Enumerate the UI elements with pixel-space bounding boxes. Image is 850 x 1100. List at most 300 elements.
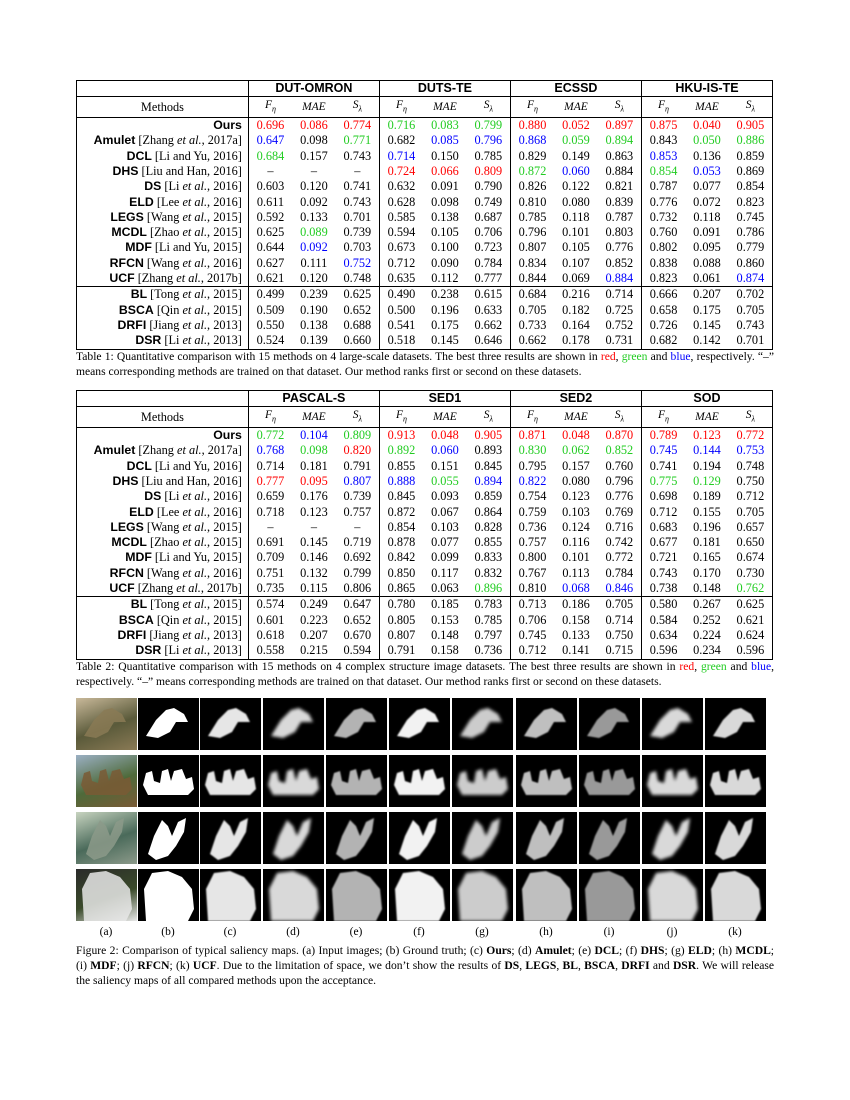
table-cell: 0.691 bbox=[256, 535, 285, 550]
table-cell: 0.101 bbox=[562, 225, 590, 240]
table-cell: 0.712 bbox=[510, 643, 554, 659]
table-row bbox=[77, 240, 773, 255]
table-cell: 0.601 bbox=[256, 612, 285, 627]
input-image bbox=[76, 698, 137, 750]
table-cell: 0.185 bbox=[423, 597, 467, 613]
table-cell: 0.141 bbox=[554, 643, 598, 659]
method-name: BL [Tong et al., 2015] bbox=[77, 287, 249, 303]
table-cell: 0.733 bbox=[518, 317, 547, 332]
method-name: BSCA [Qin et al., 2015] bbox=[77, 303, 249, 318]
metric-header: MAE bbox=[292, 97, 336, 118]
panel-label: (d) bbox=[286, 926, 300, 938]
saliency-map bbox=[263, 812, 324, 864]
table-cell: 0.092 bbox=[300, 194, 328, 209]
table-cell: 0.739 bbox=[336, 489, 380, 504]
method-name: DCL [Li and Yu, 2016] bbox=[77, 459, 249, 474]
table-row bbox=[77, 210, 773, 225]
table-cell: 0.632 bbox=[387, 179, 416, 194]
table-cell: 0.646 bbox=[467, 333, 511, 349]
table-row bbox=[77, 271, 773, 287]
table-cell: 0.650 bbox=[736, 535, 765, 550]
table-cell: 0.701 bbox=[729, 333, 773, 349]
table-row bbox=[77, 597, 773, 613]
table-cell: 0.854 bbox=[387, 519, 416, 534]
saliency-map bbox=[200, 869, 261, 921]
saliency-map bbox=[579, 812, 640, 864]
table-cell: 0.633 bbox=[467, 303, 511, 318]
saliency-map bbox=[516, 812, 577, 864]
saliency-map bbox=[326, 755, 387, 807]
table-cell: 0.705 bbox=[736, 504, 765, 519]
table-cell: 0.905 bbox=[467, 428, 511, 444]
table-cell: 0.735 bbox=[256, 581, 285, 596]
table-cell: 0.757 bbox=[518, 535, 547, 550]
table-cell: 0.768 bbox=[256, 443, 285, 458]
dataset-header: PASCAL-S bbox=[248, 391, 379, 407]
table-row bbox=[77, 256, 773, 271]
table-cell: 0.743 bbox=[736, 317, 765, 332]
table-cell: 0.060 bbox=[431, 443, 459, 458]
table-cell: – bbox=[336, 164, 380, 179]
caption-blue: blue bbox=[670, 350, 691, 363]
table-cell: 0.829 bbox=[518, 148, 547, 163]
saliency-map bbox=[705, 755, 766, 807]
table-cell: 0.723 bbox=[467, 240, 511, 255]
saliency-map bbox=[705, 698, 766, 750]
table-cell: 0.657 bbox=[736, 519, 765, 534]
table-cell: 0.725 bbox=[598, 303, 642, 318]
table-cell: 0.712 bbox=[649, 504, 678, 519]
metric-header: MAE bbox=[423, 407, 467, 428]
table-cell: 0.738 bbox=[649, 581, 678, 596]
table-cell: 0.809 bbox=[467, 164, 511, 179]
table-cell: 0.834 bbox=[518, 255, 547, 270]
table-row bbox=[77, 474, 773, 489]
table-cell: 0.852 bbox=[598, 256, 642, 271]
method-name: MDF [Li and Yu, 2015] bbox=[77, 550, 249, 565]
table-cell: 0.145 bbox=[423, 333, 467, 349]
saliency-map bbox=[389, 698, 450, 750]
method-name: DS [Li et al., 2016] bbox=[77, 489, 249, 504]
table-cell: 0.223 bbox=[300, 612, 328, 627]
table-cell: 0.098 bbox=[431, 194, 459, 209]
table-row bbox=[77, 133, 773, 148]
table-2 bbox=[76, 390, 773, 660]
table-row bbox=[77, 613, 773, 628]
saliency-map bbox=[138, 869, 199, 921]
table-cell: 0.625 bbox=[336, 287, 380, 303]
table-cell: 0.705 bbox=[736, 302, 765, 317]
table-cell: 0.875 bbox=[641, 118, 685, 134]
table-cell: 0.872 bbox=[518, 163, 547, 178]
table-cell: 0.846 bbox=[598, 581, 642, 597]
table-cell: 0.784 bbox=[598, 566, 642, 581]
table-cell: 0.100 bbox=[431, 240, 459, 255]
saliency-map bbox=[138, 812, 199, 864]
table-cell: 0.749 bbox=[467, 195, 511, 210]
table-cell: 0.743 bbox=[649, 565, 678, 580]
table-2-caption: Table 2: Quantitative comparison with 15 methods on 4 complex structure image datasets. The best three results are shown in red, green and blue, respectively. “–” means corresponding methods are trained on that dataset. Our method ranks first or second on these datasets. bbox=[76, 660, 775, 688]
saliency-map bbox=[516, 698, 577, 750]
saliency-map bbox=[516, 755, 577, 807]
table-cell: 0.719 bbox=[336, 535, 380, 550]
table-row bbox=[77, 443, 773, 458]
table-cell: 0.093 bbox=[431, 489, 459, 504]
panel-label: (j) bbox=[666, 926, 678, 938]
table-cell: 0.787 bbox=[649, 179, 678, 194]
table-row bbox=[77, 628, 773, 643]
table-cell: 0.139 bbox=[292, 333, 336, 349]
table-cell: 0.783 bbox=[467, 597, 511, 613]
table-cell: 0.091 bbox=[431, 179, 459, 194]
saliency-map bbox=[705, 812, 766, 864]
table-cell: 0.662 bbox=[510, 333, 554, 349]
table-1 bbox=[76, 80, 773, 350]
panel-label: (i) bbox=[603, 926, 615, 938]
table-cell: 0.762 bbox=[736, 581, 765, 596]
table-cell: 0.759 bbox=[518, 504, 547, 519]
table-cell: 0.090 bbox=[431, 255, 459, 270]
table-cell: 0.181 bbox=[300, 458, 328, 473]
panel-label: (b) bbox=[161, 926, 175, 938]
table-cell: 0.092 bbox=[300, 240, 328, 255]
table-cell: 0.118 bbox=[562, 209, 590, 224]
metric-header: MAE bbox=[554, 97, 598, 118]
table-cell: 0.739 bbox=[336, 225, 380, 240]
table-cell: 0.148 bbox=[693, 581, 721, 596]
panel-label: (h) bbox=[539, 926, 553, 938]
table-cell: 0.797 bbox=[467, 628, 511, 643]
saliency-map bbox=[516, 869, 577, 921]
table-cell: 0.149 bbox=[562, 148, 590, 163]
table-cell: 0.872 bbox=[387, 504, 416, 519]
table-cell: 0.116 bbox=[562, 535, 590, 550]
methods-header: Methods bbox=[77, 97, 249, 118]
table-cell: 0.870 bbox=[598, 428, 642, 444]
table-cell: 0.688 bbox=[336, 318, 380, 333]
table-cell: 0.509 bbox=[256, 302, 285, 317]
metric-header: $S_\lambda$ bbox=[336, 97, 380, 118]
table-cell: 0.705 bbox=[598, 597, 642, 613]
table-cell: 0.592 bbox=[256, 209, 285, 224]
table-cell: 0.789 bbox=[641, 428, 685, 444]
table-cell: 0.714 bbox=[256, 458, 285, 473]
table-cell: 0.809 bbox=[336, 428, 380, 444]
metric-header: $F_\eta$ bbox=[641, 407, 685, 428]
table-cell: 0.215 bbox=[292, 643, 336, 659]
input-image bbox=[76, 869, 137, 921]
table-cell: 0.731 bbox=[598, 333, 642, 349]
table-cell: 0.659 bbox=[256, 489, 285, 504]
table-cell: 0.855 bbox=[387, 458, 416, 473]
table-cell: 0.713 bbox=[510, 597, 554, 613]
saliency-map bbox=[200, 755, 261, 807]
table-cell: 0.712 bbox=[387, 255, 416, 270]
table-cell: 0.178 bbox=[554, 333, 598, 349]
table-cell: 0.624 bbox=[736, 627, 765, 642]
table-cell: 0.584 bbox=[649, 612, 678, 627]
panel-label: (f) bbox=[413, 926, 425, 938]
table-row bbox=[77, 118, 773, 134]
table-cell: 0.151 bbox=[431, 458, 459, 473]
table-cell: 0.893 bbox=[467, 443, 511, 458]
table-cell: 0.745 bbox=[518, 627, 547, 642]
table-cell: 0.880 bbox=[510, 118, 554, 134]
table-cell: 0.095 bbox=[693, 240, 721, 255]
caption-green: green bbox=[700, 660, 727, 673]
table-1-caption: Table 1: Quantitative comparison with 15 methods on 4 large-scale datasets. The best three results are shown in red, green and blue, respectively. “–” means corresponding methods are trained on that dataset. Our method ranks first or second on these datasets. bbox=[76, 350, 774, 378]
saliency-map bbox=[705, 869, 766, 921]
table-cell: 0.871 bbox=[510, 428, 554, 444]
table-cell: 0.868 bbox=[518, 133, 547, 148]
method-name: Amulet [Zhang et al., 2017a] bbox=[77, 133, 249, 148]
table-cell: 0.666 bbox=[641, 287, 685, 303]
saliency-map bbox=[263, 869, 324, 921]
table-cell: 0.164 bbox=[562, 317, 590, 332]
table-cell: 0.111 bbox=[300, 255, 328, 270]
table-cell: 0.807 bbox=[387, 627, 416, 642]
table-cell: 0.884 bbox=[598, 271, 642, 287]
table-cell: 0.777 bbox=[467, 271, 511, 287]
table-cell: 0.652 bbox=[336, 613, 380, 628]
table-cell: 0.802 bbox=[649, 240, 678, 255]
table-cell: 0.499 bbox=[248, 287, 292, 303]
dataset-header: ECSSD bbox=[510, 81, 641, 97]
table-cell: 0.123 bbox=[685, 428, 729, 444]
table-cell: 0.098 bbox=[300, 133, 328, 148]
table-cell: 0.705 bbox=[518, 302, 547, 317]
table-row bbox=[77, 428, 773, 444]
saliency-map bbox=[579, 869, 640, 921]
method-name: DRFI [Jiang et al., 2013] bbox=[77, 628, 249, 643]
table-cell: 0.153 bbox=[431, 612, 459, 627]
table-cell: 0.886 bbox=[736, 133, 765, 148]
table-cell: 0.702 bbox=[729, 287, 773, 303]
table-cell: 0.123 bbox=[300, 504, 328, 519]
table-cell: 0.107 bbox=[562, 255, 590, 270]
saliency-map bbox=[642, 812, 703, 864]
method-name: UCF [Zhang et al., 2017b] bbox=[77, 581, 249, 597]
method-name: LEGS [Wang et al., 2015] bbox=[77, 210, 249, 225]
table-cell: 0.745 bbox=[736, 209, 765, 224]
saliency-map bbox=[452, 869, 513, 921]
caption-red: red bbox=[600, 350, 616, 363]
table-cell: 0.089 bbox=[300, 225, 328, 240]
dataset-header: DUT-OMRON bbox=[248, 81, 379, 97]
table-cell: 0.145 bbox=[300, 535, 328, 550]
metric-header: $F_\eta$ bbox=[248, 407, 292, 428]
table-row bbox=[77, 459, 773, 474]
table-row bbox=[77, 550, 773, 565]
table-cell: 0.080 bbox=[562, 473, 590, 488]
table-row bbox=[77, 303, 773, 318]
table-cell: 0.696 bbox=[248, 118, 292, 134]
saliency-map bbox=[326, 812, 387, 864]
table-cell: 0.913 bbox=[379, 428, 423, 444]
table-cell: 0.844 bbox=[518, 271, 547, 286]
table-cell: 0.799 bbox=[467, 118, 511, 134]
table-cell: 0.692 bbox=[336, 550, 380, 565]
table-row bbox=[77, 179, 773, 194]
table-cell: 0.822 bbox=[518, 473, 547, 488]
table-cell: 0.706 bbox=[518, 612, 547, 627]
table-cell: 0.724 bbox=[387, 163, 416, 178]
table-cell: 0.683 bbox=[649, 519, 678, 534]
input-image bbox=[76, 755, 137, 807]
table-cell: 0.769 bbox=[598, 505, 642, 520]
table-cell: 0.080 bbox=[562, 194, 590, 209]
table-cell: 0.239 bbox=[292, 287, 336, 303]
table-cell: 0.500 bbox=[387, 302, 416, 317]
table-cell: – bbox=[267, 163, 274, 178]
table-cell: 0.905 bbox=[729, 118, 773, 134]
saliency-map bbox=[263, 755, 324, 807]
table-cell: 0.677 bbox=[649, 535, 678, 550]
table-cell: 0.741 bbox=[336, 179, 380, 194]
table-cell: 0.860 bbox=[736, 255, 765, 270]
saliency-map bbox=[452, 812, 513, 864]
table-cell: 0.053 bbox=[693, 163, 721, 178]
saliency-map bbox=[452, 698, 513, 750]
table-cell: 0.652 bbox=[336, 303, 380, 318]
table-cell: 0.830 bbox=[518, 443, 547, 458]
table-cell: 0.833 bbox=[467, 550, 511, 565]
panel-label: (c) bbox=[223, 926, 237, 938]
table-cell: 0.878 bbox=[387, 535, 416, 550]
metric-header: MAE bbox=[685, 407, 729, 428]
table-cell: 0.850 bbox=[387, 565, 416, 580]
table-cell: 0.805 bbox=[387, 612, 416, 627]
table-cell: 0.803 bbox=[598, 225, 642, 240]
table-cell: 0.157 bbox=[562, 458, 590, 473]
saliency-map bbox=[326, 698, 387, 750]
table-cell: 0.855 bbox=[467, 535, 511, 550]
table-row bbox=[77, 566, 773, 581]
table-cell: 0.785 bbox=[467, 613, 511, 628]
table-cell: 0.828 bbox=[467, 520, 511, 535]
table-cell: 0.216 bbox=[554, 287, 598, 303]
table-row bbox=[77, 149, 773, 164]
table-cell: 0.060 bbox=[562, 163, 590, 178]
saliency-map bbox=[642, 755, 703, 807]
table-cell: 0.750 bbox=[598, 628, 642, 643]
table-cell: 0.132 bbox=[300, 565, 328, 580]
table-cell: 0.800 bbox=[518, 550, 547, 565]
table-cell: 0.611 bbox=[256, 194, 285, 209]
table-row bbox=[77, 489, 773, 504]
table-cell: 0.122 bbox=[562, 179, 590, 194]
table-cell: 0.854 bbox=[736, 179, 765, 194]
table-cell: 0.776 bbox=[598, 489, 642, 504]
table-cell: 0.776 bbox=[649, 194, 678, 209]
table-cell: 0.558 bbox=[248, 643, 292, 659]
table-cell: 0.703 bbox=[336, 240, 380, 255]
table-cell: 0.181 bbox=[693, 535, 721, 550]
table-cell: 0.234 bbox=[685, 643, 729, 659]
table-cell: 0.771 bbox=[336, 133, 380, 148]
table-cell: 0.892 bbox=[387, 443, 416, 458]
table-cell: 0.618 bbox=[256, 627, 285, 642]
table-cell: 0.048 bbox=[554, 428, 598, 444]
input-image bbox=[76, 812, 137, 864]
table-cell: 0.748 bbox=[336, 271, 380, 287]
table-cell: 0.701 bbox=[336, 210, 380, 225]
table-cell: 0.165 bbox=[693, 550, 721, 565]
table-cell: 0.083 bbox=[423, 118, 467, 134]
table-cell: 0.748 bbox=[736, 458, 765, 473]
table-cell: 0.596 bbox=[729, 643, 773, 659]
table-cell: 0.791 bbox=[379, 643, 423, 659]
table-cell: 0.158 bbox=[562, 612, 590, 627]
table-cell: 0.055 bbox=[431, 473, 459, 488]
method-name: ELD [Lee et al., 2016] bbox=[77, 505, 249, 520]
table-cell: 0.754 bbox=[518, 489, 547, 504]
table-cell: 0.874 bbox=[736, 271, 765, 286]
table-cell: 0.772 bbox=[598, 550, 642, 565]
table-cell: 0.810 bbox=[518, 194, 547, 209]
table-cell: 0.120 bbox=[300, 179, 328, 194]
table-cell: 0.625 bbox=[256, 225, 285, 240]
table-cell: 0.894 bbox=[467, 474, 511, 489]
table-cell: 0.176 bbox=[300, 489, 328, 504]
dataset-header: HKU-IS-TE bbox=[641, 81, 772, 97]
metric-header: $S_\lambda$ bbox=[336, 407, 380, 428]
table-cell: 0.115 bbox=[300, 581, 328, 596]
table-cell: 0.684 bbox=[256, 148, 285, 163]
table-cell: 0.742 bbox=[598, 535, 642, 550]
table-cell: 0.826 bbox=[518, 179, 547, 194]
table-cell: 0.112 bbox=[431, 271, 459, 286]
table-cell: 0.790 bbox=[467, 179, 511, 194]
metric-header: $S_\lambda$ bbox=[467, 97, 511, 118]
table-cell: 0.714 bbox=[387, 148, 416, 163]
table-cell: 0.129 bbox=[693, 473, 721, 488]
table-cell: 0.252 bbox=[693, 612, 721, 627]
table-cell: 0.196 bbox=[693, 519, 721, 534]
table-cell: 0.105 bbox=[562, 240, 590, 255]
table-cell: 0.795 bbox=[518, 458, 547, 473]
table-cell: 0.490 bbox=[379, 287, 423, 303]
table-cell: 0.865 bbox=[387, 581, 416, 596]
table-cell: 0.736 bbox=[467, 643, 511, 659]
saliency-map bbox=[389, 869, 450, 921]
method-name: BL [Tong et al., 2015] bbox=[77, 597, 249, 613]
table-cell: 0.585 bbox=[387, 209, 416, 224]
figure-2-caption: Figure 2: Comparison of typical saliency maps. (a) Input images; (b) Ground truth; (c) Ours; (d) Amulet; (e) DCL; (f) DHS; (g) ELD; (h) MCDL; (i) MDF; (j) RFCN; (k) UCF. Due to the limitation of space, we don’t show the results of DS, LEGS, BL, BSCA, DRFI and DSR. We will release the saliency maps of all compared methods upon the acceptance. bbox=[76, 944, 775, 987]
table-cell: 0.687 bbox=[467, 210, 511, 225]
table-cell: 0.807 bbox=[518, 240, 547, 255]
table-cell: 0.635 bbox=[387, 271, 416, 286]
table-cell: 0.105 bbox=[431, 225, 459, 240]
table-cell: 0.853 bbox=[649, 148, 678, 163]
table-cell: 0.144 bbox=[693, 443, 721, 458]
table-cell: 0.594 bbox=[387, 225, 416, 240]
table-cell: 0.063 bbox=[431, 581, 459, 596]
table-cell: 0.779 bbox=[736, 240, 765, 255]
table-cell: 0.157 bbox=[300, 148, 328, 163]
metric-header: MAE bbox=[423, 97, 467, 118]
saliency-map bbox=[263, 698, 324, 750]
table-row bbox=[77, 643, 773, 659]
saliency-map bbox=[642, 698, 703, 750]
table-cell: 0.784 bbox=[467, 256, 511, 271]
saliency-figure bbox=[76, 698, 772, 922]
saliency-map bbox=[389, 755, 450, 807]
table-cell: 0.103 bbox=[562, 504, 590, 519]
table-cell: 0.674 bbox=[736, 550, 765, 565]
method-name: DHS [Liu and Han, 2016] bbox=[77, 164, 249, 179]
table-cell: 0.138 bbox=[300, 317, 328, 332]
